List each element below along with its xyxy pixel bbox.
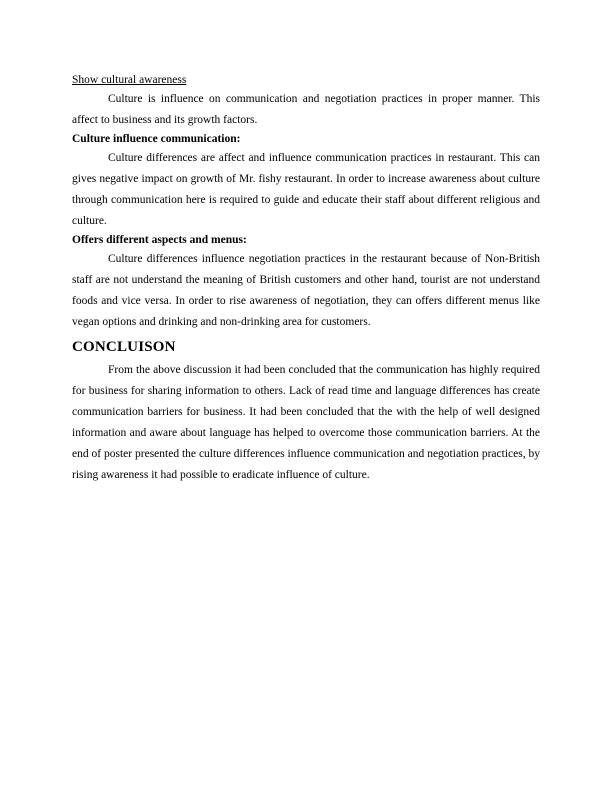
paragraph-aspects-menus: Culture differences influence negotiation practices in the restaurant because of Non-British staff are not understand the meaning of British customers and other hand, tourist are not understand foods and vice versa. In order to rise awareness of negotiation, they can offers different menus like vegan options and drinking and non-drinking area for customers. [72, 253, 540, 328]
paragraph-culture-communication: Culture differences are affect and influence communication practices in restaurant. This can gives negative impact on growth of Mr. fishy restaurant. In order to increase awareness about culture through communication here is required to guide and educate their staff about different religious and culture. [72, 152, 540, 227]
section-heading-culture-communication: Culture influence communication: [72, 133, 241, 145]
section-heading-cultural-awareness: Show cultural awareness [72, 74, 187, 86]
paragraph-cultural-awareness: Culture is influence on communication and negotiation practices in proper manner. This affect to business and its growth factors. [72, 93, 540, 126]
paragraph-conclusion: From the above discussion it had been concluded that the communication has highly required for business for sharing information to others. Lack of read time and language differences has create communication barriers for business. It had been concluded that the with the help of well designed information and aware about language has helped to overcome those communication barriers. At the end of poster presented the culture differences influence communication and negotiation practices, by rising awareness it had possible to eradicate influence of culture. [72, 364, 540, 481]
section-heading-conclusion: CONCLUISON [72, 339, 176, 355]
section-heading-aspects-menus: Offers different aspects and menus: [72, 234, 247, 246]
